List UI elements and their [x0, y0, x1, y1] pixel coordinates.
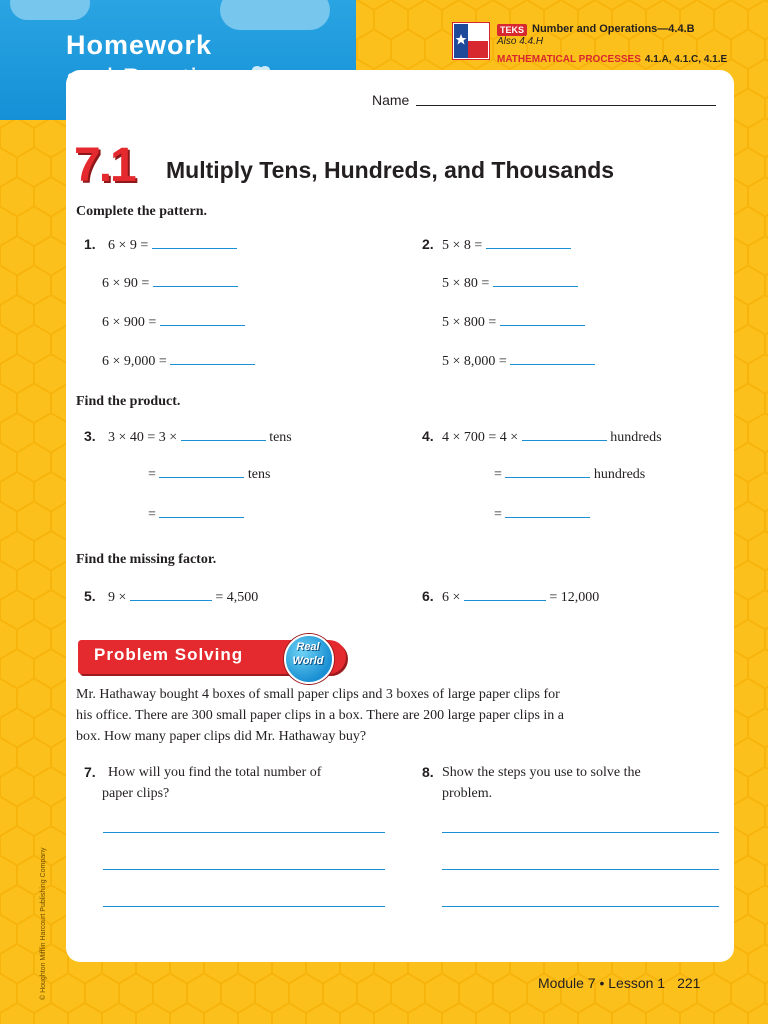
equation-text: 6 × 9,000 = — [102, 354, 167, 369]
question-number: 8. — [422, 764, 434, 780]
question-2-line-4 — [442, 354, 595, 370]
equation-text: 5 × 8 = — [442, 238, 483, 253]
equals-sign: = — [494, 507, 502, 522]
section-find-product: Find the product. — [76, 394, 181, 409]
answer-blank[interactable] — [181, 430, 266, 441]
question-4-line-3 — [494, 507, 590, 523]
page-footer — [538, 975, 700, 991]
question-7 — [84, 762, 364, 804]
teks-processes-codes: 4.1.A, 4.1.C, 4.1.E — [644, 54, 728, 65]
copyright-notice: © Houghton Mifflin Harcourt Publishing Company — [40, 847, 47, 1000]
section-complete-pattern: Complete the pattern. — [76, 204, 208, 219]
question-number: 4. — [422, 428, 434, 444]
equals-sign: = — [148, 467, 156, 482]
answer-blank[interactable] — [159, 507, 244, 518]
teks-main-standard: Number and Operations—4.4.B — [532, 23, 695, 35]
unit-text: hundreds — [593, 467, 646, 482]
answer-line[interactable] — [103, 906, 385, 907]
lesson-title: Multiply Tens, Hundreds, and Thousands — [166, 157, 615, 183]
answer-blank[interactable] — [500, 315, 585, 326]
question-1-line-1 — [84, 236, 237, 254]
equation-text: = 4,500 — [215, 590, 259, 605]
question-3-line-3 — [148, 507, 244, 523]
question-4-line-1 — [422, 428, 662, 446]
question-6 — [422, 588, 599, 606]
question-2-line-3 — [442, 315, 585, 331]
equals-sign: = — [148, 507, 156, 522]
equation-text: 6 × — [442, 590, 461, 605]
answer-blank[interactable] — [153, 276, 238, 287]
teks-also-standard: Also 4.4.H — [497, 36, 544, 47]
question-number: 3. — [84, 428, 96, 444]
unit-text: tens — [269, 430, 292, 445]
answer-blank[interactable] — [170, 354, 255, 365]
question-number: 7. — [84, 764, 96, 780]
answer-blank[interactable] — [505, 507, 590, 518]
question-1-line-4 — [102, 354, 255, 370]
answer-blank[interactable] — [160, 315, 245, 326]
equation-text: 5 × 8,000 = — [442, 354, 507, 369]
equals-sign: = — [494, 467, 502, 482]
question-3-line-1 — [84, 428, 292, 446]
name-label: Name — [372, 92, 410, 108]
unit-text: tens — [247, 467, 271, 482]
answer-line[interactable] — [442, 869, 719, 870]
answer-line[interactable] — [442, 906, 719, 907]
answer-line[interactable] — [103, 869, 385, 870]
teks-badge: TEKS — [497, 24, 527, 36]
answer-blank[interactable] — [510, 354, 595, 365]
answer-line[interactable] — [442, 832, 719, 833]
answer-blank[interactable] — [493, 276, 578, 287]
question-2-line-1 — [422, 236, 571, 254]
equation-text: = 12,000 — [549, 590, 600, 605]
equation-text: 4 × 700 = 4 × — [442, 430, 519, 445]
problem-paragraph: Mr. Hathaway bought 4 boxes of small paper clips and 3 boxes of large paper clips for his office. There are 300 small paper clips in a box. There are 200 large paper clips in a box. How many paper clips did Mr. Hathaway buy? — [76, 687, 565, 744]
question-1-line-2 — [102, 276, 238, 292]
answer-line[interactable] — [103, 832, 385, 833]
question-4-line-2 — [494, 467, 645, 483]
answer-blank[interactable] — [505, 467, 590, 478]
equation-text: 3 × 40 = 3 × — [108, 430, 178, 445]
real-world-badge-line2: World — [292, 655, 324, 667]
answer-blank[interactable] — [159, 467, 244, 478]
equation-text: 5 × 800 = — [442, 315, 497, 330]
question-8 — [422, 762, 702, 804]
real-world-badge-line1: Real — [296, 641, 320, 653]
answer-blank[interactable] — [464, 590, 546, 601]
answer-blank[interactable] — [130, 590, 212, 601]
header-title-line1: Homework — [66, 30, 213, 60]
equation-text: 6 × 90 = — [102, 276, 150, 291]
problem-solving-label: Problem Solving — [94, 645, 244, 664]
section-missing-factor: Find the missing factor. — [76, 552, 217, 567]
unit-text: hundreds — [610, 430, 662, 445]
question-2-line-2 — [442, 276, 578, 292]
teks-processes-label: MATHEMATICAL PROCESSES — [497, 54, 641, 65]
module-lesson-label: Module 7 • Lesson 1 — [538, 975, 666, 991]
equation-text: 5 × 80 = — [442, 276, 490, 291]
page-number: 221 — [677, 975, 701, 991]
question-number: 6. — [422, 588, 434, 604]
answer-blank[interactable] — [522, 430, 607, 441]
equation-text: 6 × 900 = — [102, 315, 157, 330]
equation-text: 9 × — [108, 590, 127, 605]
answer-blank[interactable] — [486, 238, 571, 249]
question-number: 1. — [84, 236, 96, 252]
question-7-text: How will you find the total number of paper clips? — [102, 765, 322, 801]
question-5 — [84, 588, 258, 606]
question-number: 2. — [422, 236, 434, 252]
teks-processes — [497, 54, 727, 65]
lesson-number: 7.1 — [74, 139, 135, 192]
question-3-line-2 — [148, 467, 270, 483]
question-8-text: Show the steps you use to solve the problem. — [442, 765, 641, 801]
question-1-line-3 — [102, 315, 245, 331]
equation-text: 6 × 9 = — [108, 238, 149, 253]
answer-blank[interactable] — [152, 238, 237, 249]
name-input-line[interactable] — [416, 105, 716, 106]
question-number: 5. — [84, 588, 96, 604]
texas-flag-icon — [452, 22, 490, 60]
